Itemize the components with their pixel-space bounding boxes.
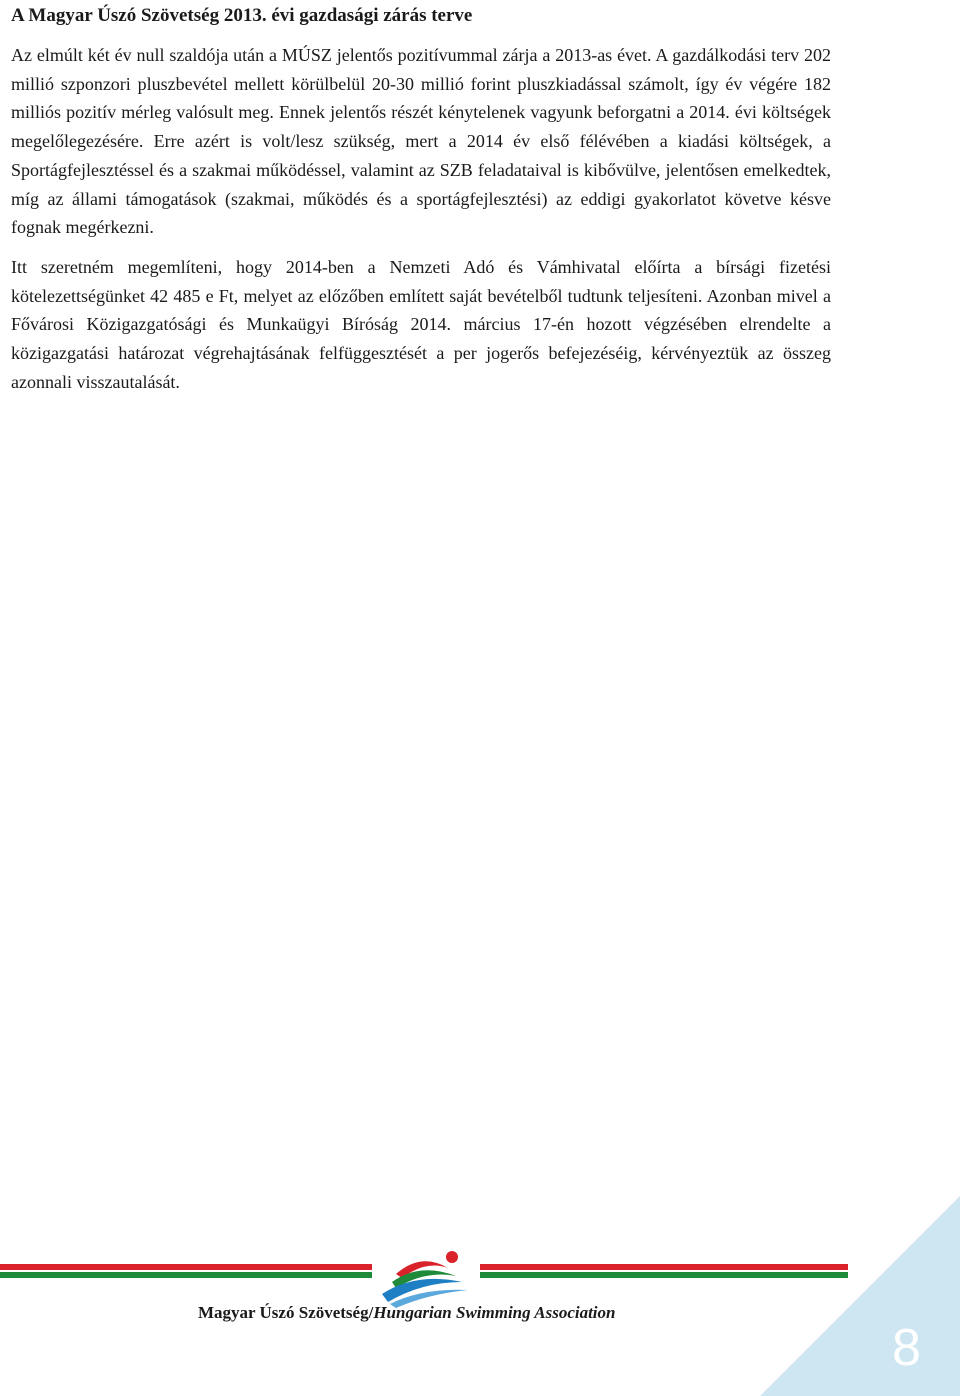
footer-organization-en: Hungarian Swimming Association xyxy=(373,1303,616,1322)
green-stripe-left xyxy=(0,1272,372,1278)
footer-organization-hu: Magyar Úszó Szövetség/ xyxy=(198,1303,374,1322)
footer-organization xyxy=(198,1303,616,1323)
page-number: 8 xyxy=(892,1319,921,1377)
document-heading: A Magyar Úszó Szövetség 2013. évi gazdasági zárás terve xyxy=(11,5,473,26)
red-stripe-left xyxy=(0,1264,372,1270)
paragraph-2: Itt szeretném megemlíteni, hogy 2014-ben a Nemzeti Adó és Vámhivatal előírta a bírsági fizetési kötelezettségünket 42 485 e Ft, melyet az előzőben említett saját bevételből tudtunk teljesíteni. Azonban mivel a Fővárosi Közigazgatósági és Munkaügyi Bíróság 2014. március 17-én hozott végzésében elrendelte a közigazgatási határozat végrehajtásának felfüggesztését a per jogerős befejezéséig, kérvényeztük az összeg azonnali visszautalását. xyxy=(11,256,831,392)
corner-triangle xyxy=(760,1196,960,1396)
swimmer-logo-icon xyxy=(376,1248,476,1308)
paragraph-1: Az elmúlt két év null szaldója után a MÚSZ jelentős pozitívummal zárja a 2013-as évet. A gazdálkodási terv 202 millió szponzori pluszbevétel mellett körülbelül 20-30 millió forint pluszkiadással számolt, így év végére 182 milliós pozitív mérleg valósult meg. Ennek jelentős részét kénytelenek vagyunk beforgatni a 2014. évi költségek megelőlegezésére. Erre azért is volt/lesz szükség, mert a 2014 év első félévében a kiadási költségek, a Sportágfejlesztéssel és a szakmai működéssel, valamint az SZB feladataival is kibővülve, jelentősen emelkedtek, míg az állami támogatások (szakmai, működés és a sportágfejlesztési) az eddigi gyakorlatot követve késve fognak megérkezni. xyxy=(11,45,831,238)
document-body xyxy=(11,0,831,396)
